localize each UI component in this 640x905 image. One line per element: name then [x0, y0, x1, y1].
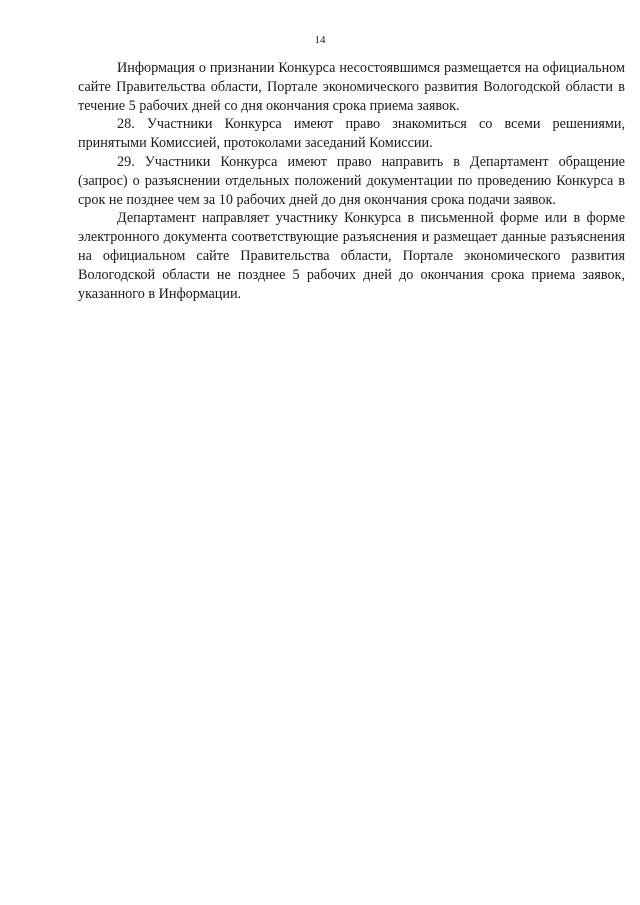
paragraph-item-28: 28. Участники Конкурса имеют право знакомиться со всеми решениями, принятыми Комиссией, протоколами заседаний Комиссии.	[78, 116, 625, 152]
document-body	[78, 59, 625, 303]
page-number: 14	[314, 34, 326, 46]
paragraph-department-clarification: Департамент направляет участнику Конкурса в письменной форме или в форме электронного документа соответствующие разъяснения и размещает данные разъяснения на официальном сайте Правительства области, Портале экономического развития Вологодской области не позднее 5 рабочих дней до окончания срока приема заявок, указанного в Информации.	[78, 210, 625, 302]
paragraph-item-29: 29. Участники Конкурса имеют право направить в Департамент обращение (запрос) о разъяснении отдельных положений документации по проведению Конкурса в срок не позднее чем за 10 рабочих дней до дня окончания срока подачи заявок.	[78, 153, 625, 208]
paragraph-contest-failure-info: Информация о признании Конкурса несостоявшимся размещается на официальном сайте Правительства области, Портале экономического развития Вологодской области в течение 5 рабочих дней со дня окончания срока приема заявок.	[78, 60, 625, 114]
